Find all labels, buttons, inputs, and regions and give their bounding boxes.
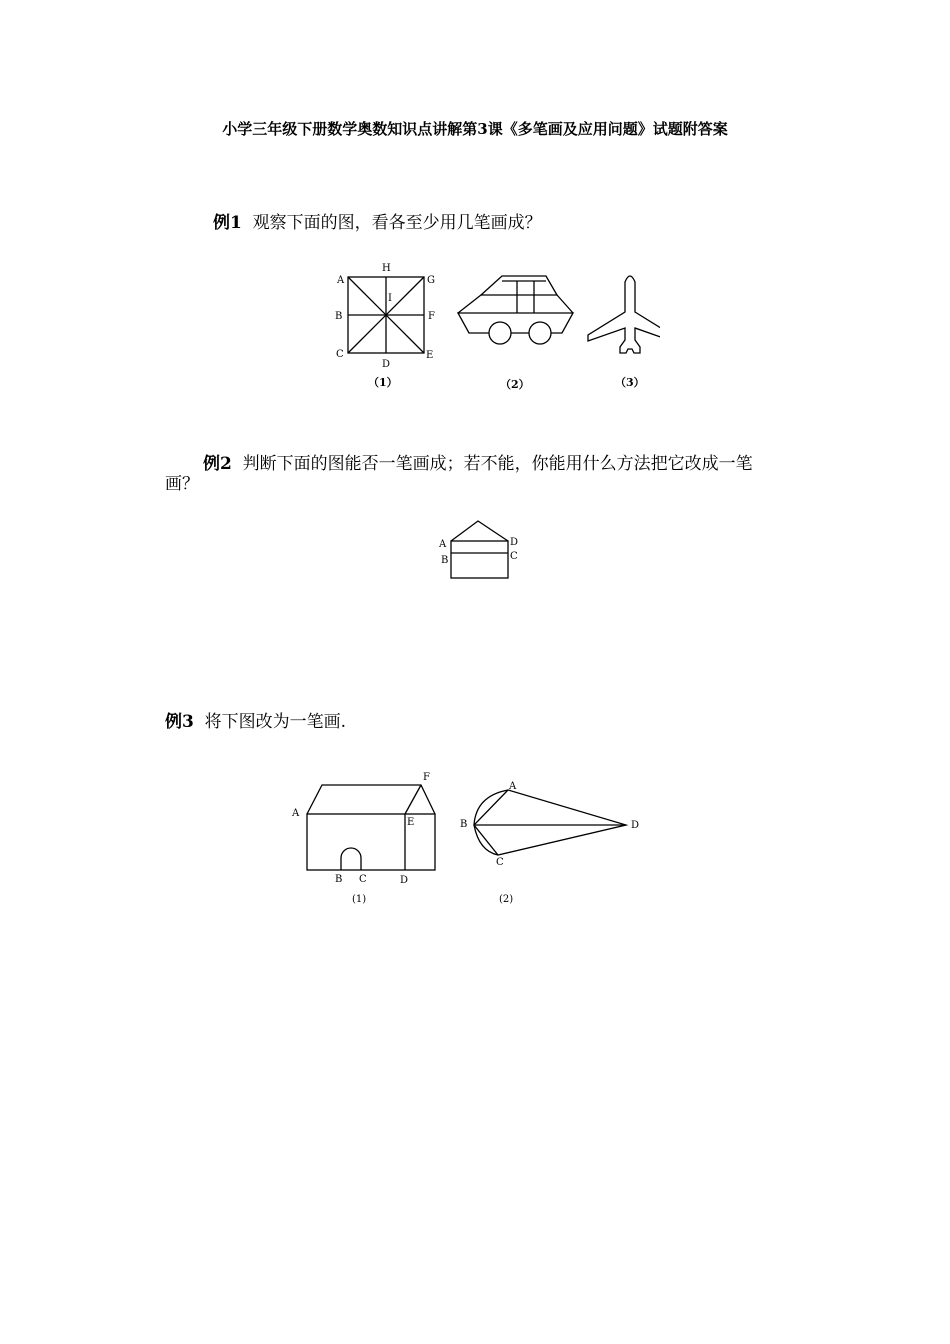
label-D: D	[400, 875, 409, 886]
caption-1: （1）	[368, 376, 398, 389]
example-2-figure	[430, 512, 530, 582]
label-B: B	[335, 874, 343, 885]
label-A: A	[509, 781, 517, 792]
figure-kite	[474, 790, 626, 855]
caption-2: （2）	[500, 378, 530, 391]
caption-1: (1)	[352, 894, 367, 905]
label-B: B	[460, 819, 468, 830]
label-D: D	[510, 537, 519, 548]
example-2-question: 判断下面的图能否一笔画成；若不能，你能用什么方法把它改成一笔	[242, 454, 753, 474]
label-A: A	[292, 808, 300, 819]
example-3-question: 将下图改为一笔画.	[204, 712, 347, 732]
label-C: C	[359, 874, 367, 885]
label-I: I	[388, 293, 392, 304]
caption-2: (2)	[499, 894, 514, 905]
label-B: B	[335, 311, 343, 322]
label-E: E	[407, 817, 415, 828]
example-2-text-line2: 画？	[165, 474, 199, 494]
example-1-label: 例1	[213, 213, 242, 233]
label-D: D	[631, 820, 640, 831]
label-F: F	[423, 772, 430, 783]
label-A: A	[337, 275, 345, 286]
figure-house	[307, 785, 435, 870]
figure-square	[348, 277, 424, 353]
label-B: B	[441, 555, 449, 566]
example-1-figures	[320, 255, 660, 400]
caption-3: （3）	[615, 376, 645, 389]
label-F: F	[428, 311, 435, 322]
example-2-label: 例2	[203, 454, 232, 474]
label-C: C	[496, 857, 504, 868]
label-A: A	[439, 539, 447, 550]
figure-house-small	[451, 521, 508, 578]
example-3-text	[165, 707, 346, 732]
figure-car	[458, 276, 573, 344]
figure-airplane	[588, 276, 660, 353]
example-2-text	[203, 449, 753, 474]
example-1-text	[213, 208, 542, 233]
page-title: 小学三年级下册数学奥数知识点讲解第3课《多笔画及应用问题》试题附答案	[222, 120, 728, 138]
label-G: G	[427, 275, 435, 286]
example-3-label: 例3	[165, 712, 194, 732]
label-H: H	[382, 263, 391, 274]
label-D: D	[382, 359, 391, 370]
example-1-question: 观察下面的图，看各至少用几笔画成？	[252, 213, 542, 233]
label-C: C	[510, 551, 518, 562]
label-E: E	[426, 350, 434, 361]
label-C: C	[336, 349, 344, 360]
example-3-figures	[280, 765, 660, 915]
